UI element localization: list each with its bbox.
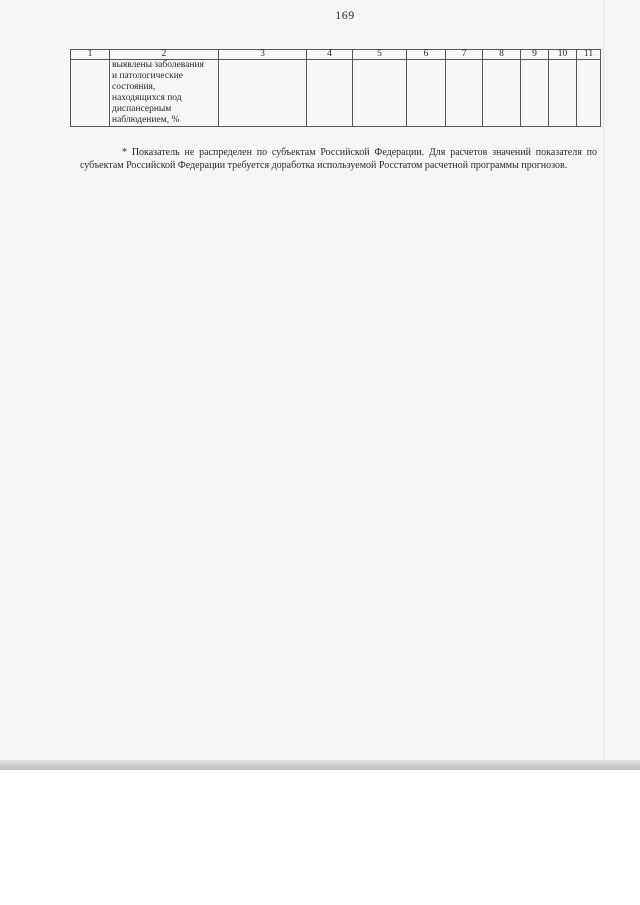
column-number: 11	[577, 50, 601, 60]
table-cell	[483, 60, 521, 127]
column-number: 5	[353, 50, 407, 60]
table-row	[71, 60, 601, 127]
column-number: 10	[549, 50, 577, 60]
footnote: * Показатель не распределен по субъектам Российской Федерации. Для расчетов значений показателя по субъектам Российской Федерации требуется доработка используемой Росстатом расчетной программы прогнозов.	[80, 147, 597, 171]
description-line: и патологические	[112, 71, 183, 81]
description-line: диспансерным	[112, 104, 172, 114]
page-bottom-shadow	[0, 760, 640, 770]
column-number: 4	[307, 50, 353, 60]
table-cell	[521, 60, 549, 127]
column-number: 7	[446, 50, 483, 60]
table-cell	[353, 60, 407, 127]
indicator-description-cell	[110, 60, 219, 127]
page-number: 169	[335, 8, 355, 22]
description-line: находящихся под	[112, 93, 182, 103]
column-number: 9	[521, 50, 549, 60]
column-number: 2	[110, 50, 219, 60]
description-line: выявлены заболевания	[112, 60, 204, 70]
column-number: 3	[219, 50, 307, 60]
column-number: 1	[71, 50, 110, 60]
table-cell	[446, 60, 483, 127]
table-cell	[407, 60, 446, 127]
column-number: 8	[483, 50, 521, 60]
table-cell	[219, 60, 307, 127]
table-cell	[577, 60, 601, 127]
column-number-row	[71, 50, 601, 60]
description-line: наблюдением, %	[112, 115, 180, 125]
indicator-table	[70, 49, 601, 127]
column-number: 6	[407, 50, 446, 60]
page-edge	[603, 0, 605, 760]
description-line: состояния,	[112, 82, 156, 92]
table-cell	[307, 60, 353, 127]
table-cell	[549, 60, 577, 127]
table-cell	[71, 60, 110, 127]
